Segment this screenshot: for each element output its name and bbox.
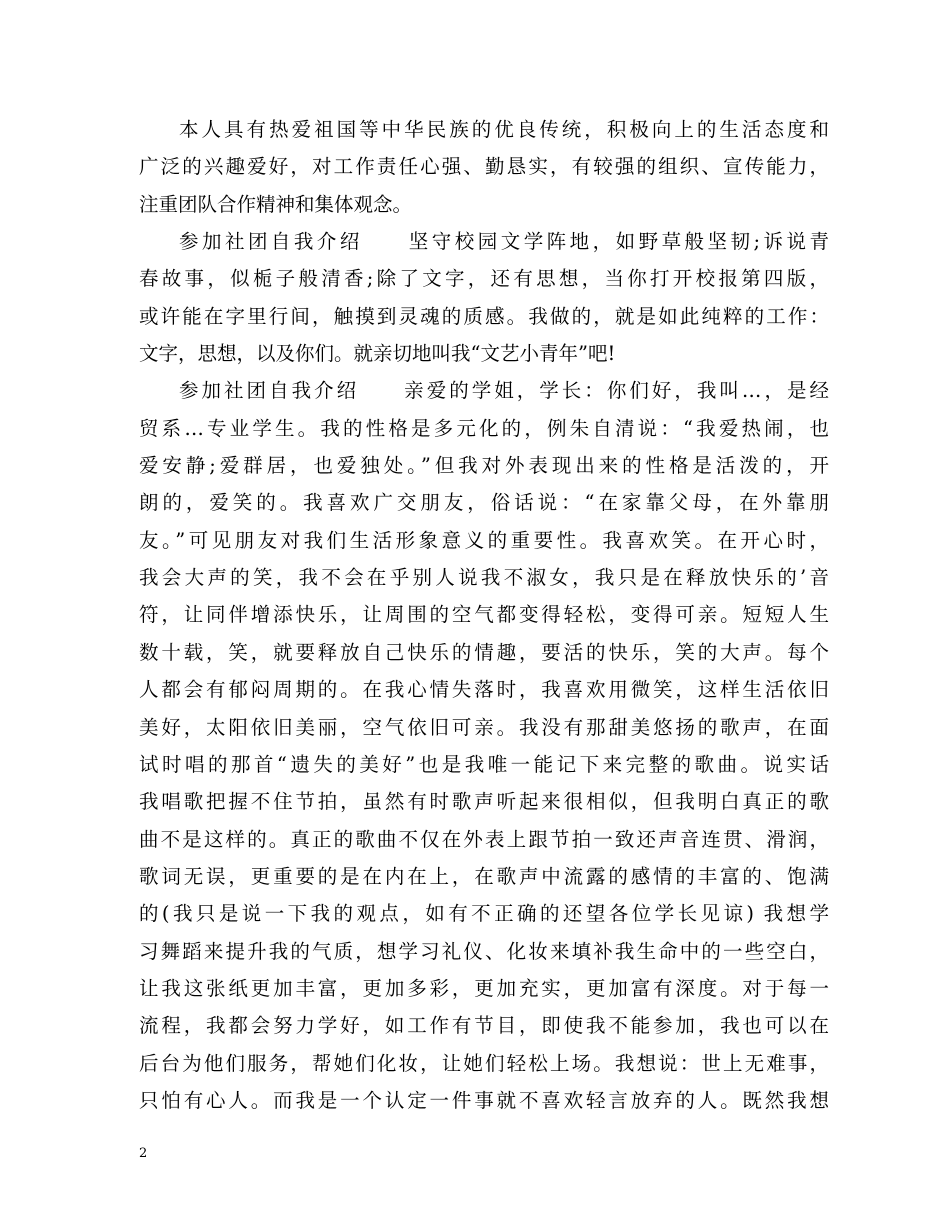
text-line: 我唱歌把握不住节拍，虽然有时歌声听起来很相似，但我明白真正的歌 (139, 790, 829, 814)
text-line: 歌词无误，更重要的是在内在上，在歌声中流露的感情的丰富的、饱满 (139, 864, 829, 888)
text-line: 我会大声的笑，我不会在乎别人说我不淑女，我只是在释放快乐的’音 (139, 566, 829, 590)
text-line: 注重团队合作精神和集体观念。 (139, 192, 413, 216)
text-line: 参加社团自我介绍 亲爱的学姐，学长：你们好，我叫…，是经 (179, 379, 829, 403)
text-line: 参加社团自我介绍 坚守校园文学阵地，如野草般坚韧;诉说青 (179, 230, 829, 254)
body-text (139, 111, 829, 1119)
text-line: 广泛的兴趣爱好，对工作责任心强、勤恳实，有较强的组织、宣传能力， (139, 155, 829, 179)
text-line: 习舞蹈来提升我的气质，想学习礼仪、化妆来填补我生命中的一些空白， (139, 939, 829, 963)
text-line: 后台为他们服务，帮她们化妆，让她们轻松上场。我想说：世上无难事， (139, 1051, 829, 1075)
text-line: 人都会有郁闷周期的。在我心情失落时，我喜欢用微笑，这样生活依旧 (139, 678, 829, 702)
text-line: 符，让同伴增添快乐，让周围的空气都变得轻松，变得可亲。短短人生 (139, 603, 829, 627)
page-number: 2 (139, 1146, 148, 1161)
text-line: 本人具有热爱祖国等中华民族的优良传统，积极向上的生活态度和 (179, 118, 829, 141)
text-line: 的(我只是说一下我的观点，如有不正确的还望各位学长见谅) 我想学 (139, 902, 829, 926)
text-line: 数十载，笑，就要释放自己快乐的情趣，要活的快乐，笑的大声。每个 (139, 640, 829, 664)
text-line: 流程，我都会努力学好，如工作有节目，即使我不能参加，我也可以在 (139, 1014, 829, 1038)
text-line: 曲不是这样的。真正的歌曲不仅在外表上跟节拍一致还声音连贯、滑润， (139, 827, 829, 851)
text-line: 友。”可见朋友对我们生活形象意义的重要性。我喜欢笑。在开心时， (139, 528, 829, 552)
text-line: 爱安静;爱群居，也爱独处。”但我对外表现出来的性格是活泼的，开 (139, 454, 829, 478)
text-line: 让我这张纸更加丰富，更加多彩，更加充实，更加富有深度。对于每一 (139, 976, 829, 1000)
text-line: 试时唱的那首“遗失的美好”也是我唯一能记下来完整的歌曲。说实话 (139, 752, 829, 776)
text-line: 朗的，爱笑的。我喜欢广交朋友，俗话说：“在家靠父母，在外靠朋 (139, 491, 829, 515)
text-line: 文字，思想，以及你们。就亲切地叫我“文艺小青年”吧! (139, 342, 616, 366)
text-line: 只怕有心人。而我是一个认定一件事就不喜欢轻言放弃的人。既然我想 (139, 1088, 829, 1112)
text-line: 或许能在字里行间，触摸到灵魂的质感。我做的，就是如此纯粹的工作： (139, 304, 829, 328)
text-line: 美好，太阳依旧美丽，空气依旧可亲。我没有那甜美悠扬的歌声，在面 (139, 715, 829, 739)
text-line: 贸系…专业学生。我的性格是多元化的，例朱自清说：“我爱热闹，也 (139, 416, 829, 440)
text-line: 春故事，似栀子般清香;除了文字，还有思想，当你打开校报第四版， (139, 267, 829, 291)
